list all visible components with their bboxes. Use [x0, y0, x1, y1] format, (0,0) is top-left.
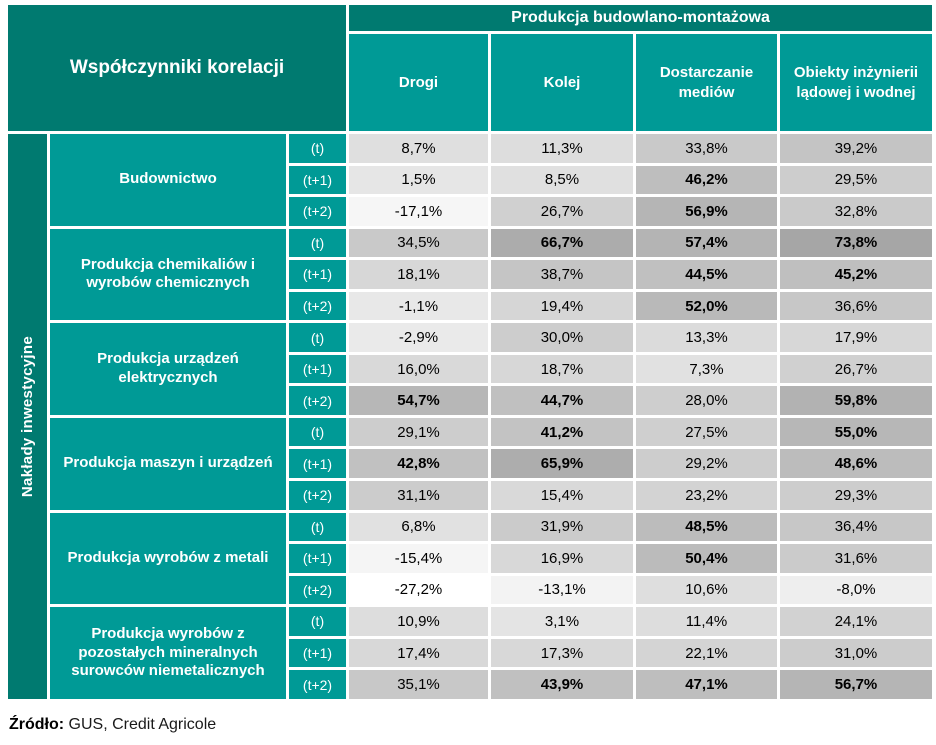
value-cell: 54,7% — [349, 386, 488, 415]
value-cell: 6,8% — [349, 513, 488, 542]
correlation-table — [8, 5, 932, 699]
value-cell: 27,5% — [636, 418, 777, 447]
value-cell: -13,1% — [491, 576, 633, 605]
value-cell: 48,6% — [780, 449, 932, 478]
row-group-label: Produkcja chemikaliów i wyrobów chemicznych — [50, 229, 286, 321]
value-cell: 57,4% — [636, 229, 777, 258]
value-cell: 19,4% — [491, 292, 633, 321]
value-cell: 56,7% — [780, 670, 932, 699]
value-cell: 65,9% — [491, 449, 633, 478]
value-cell: 33,8% — [636, 134, 777, 163]
lag-label: (t) — [289, 513, 346, 542]
value-cell: 55,0% — [780, 418, 932, 447]
source-text: GUS, Credit Agricole — [64, 716, 217, 733]
value-cell: 30,0% — [491, 323, 633, 352]
value-cell: 17,4% — [349, 639, 488, 668]
lag-label: (t+1) — [289, 544, 346, 573]
value-cell: 18,1% — [349, 260, 488, 289]
source-label: Źródło: — [9, 716, 65, 733]
value-cell: 18,7% — [491, 355, 633, 384]
lag-label: (t+1) — [289, 449, 346, 478]
value-cell: 16,9% — [491, 544, 633, 573]
value-cell: 17,3% — [491, 639, 633, 668]
value-cell: -8,0% — [780, 576, 932, 605]
value-cell: 28,0% — [636, 386, 777, 415]
value-cell: 56,9% — [636, 197, 777, 226]
value-cell: 7,3% — [636, 355, 777, 384]
value-cell: 39,2% — [780, 134, 932, 163]
column-header-obiekty-inzynierii: Obiekty inżynierii lądowej i wodnej — [780, 34, 932, 131]
column-header-drogi: Drogi — [349, 34, 488, 131]
value-cell: 23,2% — [636, 481, 777, 510]
value-cell: 10,6% — [636, 576, 777, 605]
value-cell: 24,1% — [780, 607, 932, 636]
lag-label: (t) — [289, 229, 346, 258]
value-cell: 26,7% — [780, 355, 932, 384]
value-cell: 50,4% — [636, 544, 777, 573]
column-header-dostarczanie-mediow: Dostarczanie mediów — [636, 34, 777, 131]
value-cell: 31,0% — [780, 639, 932, 668]
row-axis-label: Nakłady inwestycyjne — [19, 335, 36, 497]
row-group-label: Produkcja urządzeń elektrycznych — [50, 323, 286, 415]
value-cell: 36,6% — [780, 292, 932, 321]
row-group-label: Budownictwo — [50, 134, 286, 226]
value-cell: 52,0% — [636, 292, 777, 321]
value-cell: 29,3% — [780, 481, 932, 510]
value-cell: 47,1% — [636, 670, 777, 699]
value-cell: -17,1% — [349, 197, 488, 226]
value-cell: 73,8% — [780, 229, 932, 258]
value-cell: 48,5% — [636, 513, 777, 542]
column-header-kolej: Kolej — [491, 34, 633, 131]
lag-label: (t+2) — [289, 670, 346, 699]
lag-label: (t) — [289, 418, 346, 447]
value-cell: 16,0% — [349, 355, 488, 384]
row-group-label: Produkcja wyrobów z metali — [50, 513, 286, 605]
lag-label: (t+1) — [289, 166, 346, 195]
value-cell: 34,5% — [349, 229, 488, 258]
value-cell: -27,2% — [349, 576, 488, 605]
value-cell: 15,4% — [491, 481, 633, 510]
table-title: Współczynniki korelacji — [8, 5, 346, 131]
row-axis-strip — [8, 134, 47, 699]
value-cell: 11,4% — [636, 607, 777, 636]
value-cell: 38,7% — [491, 260, 633, 289]
value-cell: 26,7% — [491, 197, 633, 226]
lag-label: (t+2) — [289, 481, 346, 510]
value-cell: 42,8% — [349, 449, 488, 478]
value-cell: 22,1% — [636, 639, 777, 668]
lag-label: (t+2) — [289, 197, 346, 226]
value-cell: 66,7% — [491, 229, 633, 258]
value-cell: 32,8% — [780, 197, 932, 226]
value-cell: 29,2% — [636, 449, 777, 478]
value-cell: 1,5% — [349, 166, 488, 195]
lag-label: (t+2) — [289, 386, 346, 415]
value-cell: 36,4% — [780, 513, 932, 542]
row-group-label: Produkcja maszyn i urządzeń — [50, 418, 286, 510]
lag-label: (t) — [289, 323, 346, 352]
value-cell: 45,2% — [780, 260, 932, 289]
value-cell: 29,1% — [349, 418, 488, 447]
value-cell: 10,9% — [349, 607, 488, 636]
value-cell: 46,2% — [636, 166, 777, 195]
lag-label: (t+2) — [289, 292, 346, 321]
lag-label: (t) — [289, 134, 346, 163]
value-cell: -2,9% — [349, 323, 488, 352]
value-cell: 35,1% — [349, 670, 488, 699]
value-cell: 43,9% — [491, 670, 633, 699]
lag-label: (t+1) — [289, 639, 346, 668]
value-cell: -15,4% — [349, 544, 488, 573]
lag-label: (t+2) — [289, 576, 346, 605]
value-cell: 11,3% — [491, 134, 633, 163]
value-cell: 13,3% — [636, 323, 777, 352]
row-group-label: Produkcja wyrobów z pozostałych mineralnych surowców niemetalicznych — [50, 607, 286, 699]
value-cell: 31,1% — [349, 481, 488, 510]
value-cell: -1,1% — [349, 292, 488, 321]
value-cell: 31,9% — [491, 513, 633, 542]
value-cell: 29,5% — [780, 166, 932, 195]
value-cell: 44,7% — [491, 386, 633, 415]
value-cell: 41,2% — [491, 418, 633, 447]
value-cell: 8,5% — [491, 166, 633, 195]
value-cell: 17,9% — [780, 323, 932, 352]
value-cell: 8,7% — [349, 134, 488, 163]
value-cell: 3,1% — [491, 607, 633, 636]
source-note — [9, 716, 216, 734]
value-cell: 31,6% — [780, 544, 932, 573]
value-cell: 59,8% — [780, 386, 932, 415]
column-group-header: Produkcja budowlano-montażowa — [349, 5, 932, 31]
lag-label: (t) — [289, 607, 346, 636]
lag-label: (t+1) — [289, 355, 346, 384]
value-cell: 44,5% — [636, 260, 777, 289]
lag-label: (t+1) — [289, 260, 346, 289]
